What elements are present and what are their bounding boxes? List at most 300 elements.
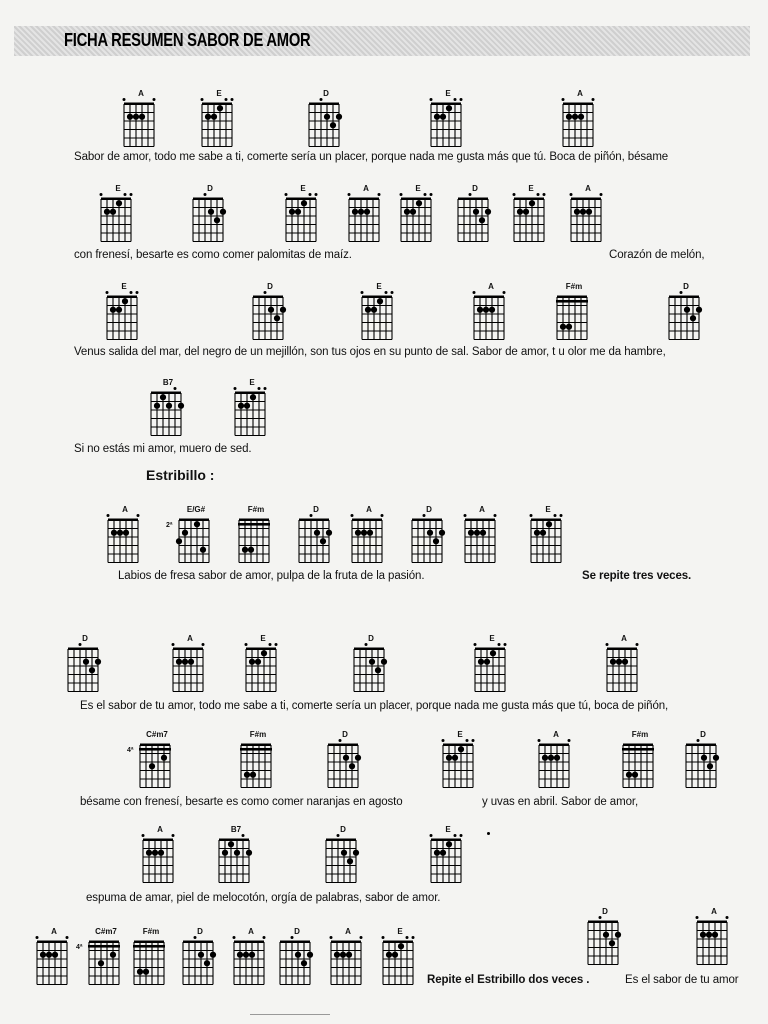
finger-dot [700, 932, 706, 938]
chord-barre [238, 523, 270, 526]
finger-dot [474, 530, 480, 536]
finger-dot [334, 952, 340, 958]
lyric-line-9: Es el sabor de tu amor [625, 974, 739, 986]
chord-barre [88, 945, 120, 948]
finger-dot [440, 114, 446, 120]
finger-dot [188, 659, 194, 665]
finger-dot [250, 394, 256, 400]
open-string-marker [348, 193, 351, 196]
finger-dot [446, 841, 452, 847]
open-string-marker [123, 98, 126, 101]
finger-dot [211, 114, 217, 120]
finger-dot [458, 746, 464, 752]
chord-nut [89, 941, 119, 944]
finger-dot [127, 114, 133, 120]
chord-nut [246, 648, 276, 651]
finger-dot [696, 307, 702, 313]
chord-grid [351, 637, 391, 693]
open-string-marker [320, 98, 323, 101]
finger-dot [707, 763, 713, 769]
chord-diagram-a [536, 730, 576, 789]
chord-name: A [621, 634, 627, 643]
chord-name: E [300, 184, 306, 193]
chord-name: A [51, 927, 57, 936]
lyric-line-7b: y uvas en abril. Sabor de amor, [482, 796, 639, 808]
finger-dot [398, 943, 404, 949]
open-string-marker [430, 193, 433, 196]
chord-name: E [249, 378, 255, 387]
chord-grid [325, 733, 365, 789]
chord-grid [554, 285, 594, 341]
open-string-marker [498, 643, 501, 646]
chord-diagram-d [250, 282, 290, 341]
chord-diagram-d [277, 927, 317, 986]
chord-name: F#m [247, 505, 265, 514]
finger-dot [205, 114, 211, 120]
lyric-line-4: Si no estás mi amor, muero de sed. [74, 443, 252, 455]
finger-dot [295, 209, 301, 215]
finger-dot [489, 307, 495, 313]
chord-grid [34, 930, 74, 986]
chord-grid [511, 187, 551, 243]
finger-dot [160, 394, 166, 400]
finger-dot [220, 209, 226, 215]
open-string-marker [309, 193, 312, 196]
finger-dot [353, 850, 359, 856]
chord-diagram-a [121, 89, 161, 148]
chord-diagram-d [296, 505, 336, 564]
chord-name: E [115, 184, 121, 193]
finger-dot [314, 530, 320, 536]
chord-diagram-fsm [620, 730, 660, 789]
finger-dot [375, 667, 381, 673]
chord-nut [328, 744, 358, 747]
chord-grid [65, 637, 105, 693]
finger-dot [701, 755, 707, 761]
finger-dot [566, 324, 572, 330]
chord-diagram-a [328, 927, 368, 986]
lyric-line-3: Venus salida del mar, del negro de un mejillón, son tus ojos en su punto de sal. Sabor de amor, t u olor me da hambre, [74, 346, 666, 358]
finger-dot [280, 307, 286, 313]
finger-dot [214, 217, 220, 223]
finger-dot [386, 952, 392, 958]
chord-grid [148, 381, 188, 437]
chord-grid [232, 381, 272, 437]
finger-dot [523, 209, 529, 215]
chord-grid [216, 828, 256, 884]
open-string-marker [454, 98, 457, 101]
chord-grid [666, 285, 706, 341]
finger-dot [249, 659, 255, 665]
open-string-marker [538, 739, 541, 742]
finger-dot [116, 200, 122, 206]
finger-dot [289, 209, 295, 215]
finger-dot [517, 209, 523, 215]
chord-diagram-a [560, 89, 600, 148]
finger-dot [234, 850, 240, 856]
chord-diagram-e [528, 505, 568, 564]
footer-line [250, 1014, 330, 1015]
open-string-marker [79, 643, 82, 646]
chord-name: D [197, 927, 203, 936]
finger-dot [295, 952, 301, 958]
estribillo-heading: Estribillo : [146, 467, 215, 483]
lyric-line-2b: Corazón de melón, [609, 249, 705, 261]
finger-dot [367, 530, 373, 536]
chord-name: A [585, 184, 591, 193]
chord-barre [133, 945, 165, 948]
chord-diagram-e [283, 184, 323, 243]
chord-grid [140, 828, 180, 884]
finger-dot [566, 114, 572, 120]
finger-dot [446, 755, 452, 761]
fret-position-label: 4ª [127, 747, 134, 754]
fret-position-label: 4ª [76, 944, 83, 951]
finger-dot [110, 307, 116, 313]
chord-nut [37, 941, 67, 944]
open-string-marker [537, 193, 540, 196]
finger-dot [217, 105, 223, 111]
chord-name: D [323, 89, 329, 98]
chord-diagram-d [409, 505, 449, 564]
chord-grid [105, 508, 145, 564]
chord-barre [556, 300, 588, 303]
chord-diagram-d [666, 282, 706, 341]
finger-dot [434, 114, 440, 120]
chord-nut [124, 103, 154, 106]
chord-grid [236, 508, 276, 564]
stray-dot [487, 832, 490, 835]
chord-diagram-d [325, 730, 365, 789]
chord-name: E [545, 505, 551, 514]
finger-dot [534, 530, 540, 536]
finger-dot [340, 952, 346, 958]
chord-grid [568, 187, 608, 243]
finger-dot [210, 952, 216, 958]
chord-diagram-e [440, 730, 480, 789]
chord-barre [622, 748, 654, 751]
chord-barre [240, 748, 272, 751]
finger-dot [152, 850, 158, 856]
chord-nut [299, 519, 329, 522]
finger-dot [246, 850, 252, 856]
finger-dot [622, 659, 628, 665]
chord-diagram-a [604, 634, 644, 693]
open-string-marker [264, 291, 267, 294]
chord-name: F#m [565, 282, 583, 291]
chord-nut [183, 941, 213, 944]
chord-nut [101, 198, 131, 201]
finger-dot [404, 209, 410, 215]
chord-name: A [345, 927, 351, 936]
finger-dot [122, 298, 128, 304]
open-string-marker [137, 514, 140, 517]
chord-nut [686, 744, 716, 747]
open-string-marker [130, 291, 133, 294]
chord-nut [531, 519, 561, 522]
finger-dot [439, 530, 445, 536]
chord-diagram-e [511, 184, 551, 243]
finger-dot [586, 209, 592, 215]
chord-nut [309, 103, 339, 106]
finger-dot [349, 763, 355, 769]
finger-dot [392, 952, 398, 958]
finger-dot [95, 659, 101, 665]
chord-nut [623, 744, 653, 747]
chord-grid [231, 930, 271, 986]
chord-name: A [366, 505, 372, 514]
chord-nut [563, 103, 593, 106]
open-string-marker [36, 936, 39, 939]
chord-diagram-d [683, 730, 723, 789]
finger-dot [250, 772, 256, 778]
chord-name: A [122, 505, 128, 514]
open-string-marker [202, 643, 205, 646]
open-string-marker [225, 98, 228, 101]
open-string-marker [636, 643, 639, 646]
chord-name: A [138, 89, 144, 98]
chord-nut [354, 648, 384, 651]
chord-diagram-fsm [238, 730, 278, 789]
chord-grid [409, 508, 449, 564]
chord-nut [235, 392, 265, 395]
lyric-line-5: Labios de fresa sabor de amor, pulpa de la fruta de la pasión. [118, 570, 425, 582]
finger-dot [336, 114, 342, 120]
open-string-marker [382, 936, 385, 939]
finger-dot [352, 209, 358, 215]
chord-grid [560, 92, 600, 148]
open-string-marker [503, 291, 506, 294]
chord-diagram-a [105, 505, 145, 564]
chord-nut [234, 941, 264, 944]
open-string-marker [339, 739, 342, 742]
finger-dot [361, 530, 367, 536]
chord-nut [557, 296, 587, 299]
chord-name: A [488, 282, 494, 291]
finger-dot [355, 530, 361, 536]
open-string-marker [391, 291, 394, 294]
open-string-marker [269, 643, 272, 646]
finger-dot [139, 114, 145, 120]
lyric-line-8: espuma de amar, piel de melocotón, orgía de palabras, sabor de amor. [86, 892, 441, 904]
finger-dot [46, 952, 52, 958]
finger-dot [484, 659, 490, 665]
chord-grid [536, 733, 576, 789]
open-string-marker [264, 387, 267, 390]
chord-diagram-e [199, 89, 239, 148]
chord-nut [474, 296, 504, 299]
chord-name: D [700, 730, 706, 739]
repeat-note: Se repite tres veces. [582, 570, 692, 582]
finger-dot [133, 114, 139, 120]
finger-dot [410, 209, 416, 215]
finger-dot [713, 755, 719, 761]
chord-diagram-e [398, 184, 438, 243]
chord-name: B7 [162, 378, 174, 387]
finger-dot [347, 858, 353, 864]
finger-dot [89, 667, 95, 673]
finger-dot [706, 932, 712, 938]
open-string-marker [351, 514, 354, 517]
open-string-marker [562, 98, 565, 101]
open-string-marker [174, 387, 177, 390]
chord-diagram-egs [166, 505, 216, 564]
chord-name: A [363, 184, 369, 193]
finger-dot [529, 200, 535, 206]
open-string-marker [400, 193, 403, 196]
chord-nut [286, 198, 316, 201]
open-string-marker [365, 643, 368, 646]
chord-name: C#m7 [146, 730, 168, 739]
finger-dot [684, 307, 690, 313]
chord-name: E [260, 634, 266, 643]
finger-dot [355, 755, 361, 761]
chord-name: A [577, 89, 583, 98]
finger-dot [546, 521, 552, 527]
finger-dot [123, 530, 129, 536]
chord-diagram-a [694, 907, 734, 966]
finger-dot [198, 952, 204, 958]
finger-dot [343, 755, 349, 761]
chord-name: E [445, 89, 451, 98]
chord-diagram-a [568, 184, 608, 243]
open-string-marker [473, 291, 476, 294]
finger-dot [346, 952, 352, 958]
chord-name: D [472, 184, 478, 193]
chord-nut [241, 744, 271, 747]
chord-diagram-e [243, 634, 283, 693]
finger-dot [480, 530, 486, 536]
finger-dot [560, 324, 566, 330]
open-string-marker [460, 98, 463, 101]
open-string-marker [504, 643, 507, 646]
open-string-marker [275, 643, 278, 646]
chord-nut [539, 744, 569, 747]
chord-name: D [313, 505, 319, 514]
open-string-marker [233, 936, 236, 939]
finger-dot [416, 200, 422, 206]
finger-dot [540, 530, 546, 536]
chord-diagram-d [180, 927, 220, 986]
finger-dot [610, 659, 616, 665]
open-string-marker [66, 936, 69, 939]
finger-dot [603, 932, 609, 938]
finger-dot [477, 307, 483, 313]
open-string-marker [361, 291, 364, 294]
chord-nut [431, 839, 461, 842]
open-string-marker [570, 193, 573, 196]
open-string-marker [568, 739, 571, 742]
chord-name: D [340, 825, 346, 834]
finger-dot [479, 217, 485, 223]
finger-dot [358, 209, 364, 215]
chord-nut [134, 941, 164, 944]
chord-name: E [445, 825, 451, 834]
chord-nut [697, 921, 727, 924]
chord-diagram-d [455, 184, 495, 243]
finger-dot [365, 307, 371, 313]
chord-name: E [457, 730, 463, 739]
chord-diagram-a [349, 505, 389, 564]
chord-name: E [121, 282, 127, 291]
chord-diagram-e [380, 927, 420, 986]
open-string-marker [412, 936, 415, 939]
open-string-marker [245, 643, 248, 646]
lyric-line-6: Es el sabor de tu amor, todo me sabe a ti, comerte sería un placer, porque nada me gusta más que tú, boca de piñón, [80, 700, 669, 712]
chord-diagram-d [323, 825, 363, 884]
chord-name: A [157, 825, 163, 834]
finger-dot [243, 952, 249, 958]
open-string-marker [242, 834, 245, 837]
chord-nut [326, 839, 356, 842]
chord-grid [277, 930, 317, 986]
finger-dot [110, 952, 116, 958]
chord-nut [280, 941, 310, 944]
finger-dot [483, 307, 489, 313]
chord-grid [98, 187, 138, 243]
open-string-marker [172, 643, 175, 646]
chord-name: D [294, 927, 300, 936]
open-string-marker [592, 98, 595, 101]
chord-diagram-e [428, 89, 468, 148]
open-string-marker [291, 936, 294, 939]
chord-name: E [489, 634, 495, 643]
chord-diagram-a [170, 634, 210, 693]
chord-grid [398, 187, 438, 243]
finger-dot [268, 307, 274, 313]
chord-diagram-a [471, 282, 511, 341]
lyric-line-2a: con frenesí, besarte es como comer palomitas de maíz. [74, 249, 352, 261]
chord-diagram-d [351, 634, 391, 693]
chord-diagram-a [462, 505, 502, 564]
chord-name: A [711, 907, 717, 916]
chord-grid [170, 637, 210, 693]
finger-dot [615, 932, 621, 938]
finger-dot [341, 850, 347, 856]
finger-dot [377, 298, 383, 304]
chord-name: A [187, 634, 193, 643]
chord-grid [462, 508, 502, 564]
chord-name: E [528, 184, 534, 193]
chord-grid [471, 285, 511, 341]
chord-name: D [267, 282, 273, 291]
finger-dot [542, 755, 548, 761]
finger-dot [161, 755, 167, 761]
chord-nut [349, 198, 379, 201]
chord-diagram-e [98, 184, 138, 243]
finger-dot [690, 315, 696, 321]
chord-nut [352, 519, 382, 522]
finger-dot [485, 209, 491, 215]
finger-dot [52, 952, 58, 958]
chord-diagram-b7 [148, 378, 188, 437]
open-string-marker [201, 98, 204, 101]
chord-grid [346, 187, 386, 243]
chord-grid [176, 508, 216, 564]
finger-dot [427, 530, 433, 536]
chord-nut [458, 198, 488, 201]
chord-name: C#m7 [95, 927, 117, 936]
finger-dot [182, 530, 188, 536]
finger-dot [255, 659, 261, 665]
open-string-marker [330, 936, 333, 939]
finger-dot [371, 307, 377, 313]
open-string-marker [423, 514, 426, 517]
chord-grid [86, 930, 126, 986]
finger-dot [208, 209, 214, 215]
chord-grid [472, 637, 512, 693]
finger-dot [104, 209, 110, 215]
